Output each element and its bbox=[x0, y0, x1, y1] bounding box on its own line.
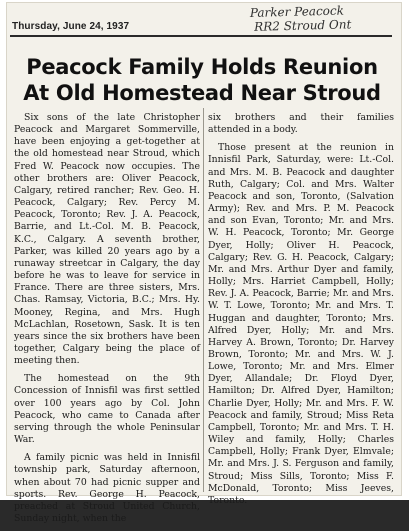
handwritten-note-line-2: RR2 Stroud Ont bbox=[254, 17, 352, 34]
article-paragraph: Six sons of the late Christopher Peacock and Margaret Sommerville, have been enjoying a get-together at the old homestead near Stroud, which Fred W. Peacock now occupies. The other brothers are: Oliver Peacock, Calgary, retired rancher; Rev. Geo. H. Peacock, Calgary; Rev. Percy M. Peacock, Toronto; Rev. J. A. Peacock, Barrie, and Lt.-Col. M. B. Peacock, K.C., Calgary. A seventh brother, Parker, was killed 20 years ago by a runaway streetcar in Calgary, the day before he was to leave for service in France. There are three sisters, Mrs. Chas. Ramsay, Victoria, B.C.; Mrs. Hy. Mooney, Regina, and Mrs. Hugh McLachlan, Rosetown, Sask. It is ten years since the six brothers have been together, Calgary being the place of meeting then. bbox=[14, 112, 200, 367]
headline-line-2: At Old Homestead Near Stroud bbox=[23, 81, 381, 105]
dateline: Thursday, June 24, 1937 bbox=[12, 21, 130, 32]
handwritten-note bbox=[250, 2, 401, 34]
header-rule bbox=[10, 35, 392, 37]
article-paragraph: six brothers and their families attended in a body. bbox=[208, 112, 394, 136]
article-column-left bbox=[14, 112, 200, 531]
article-paragraph: A family picnic was held in Innisfil township park, Saturday afternoon, when about 70 had picnic supper and sports. Rev. George H. Peacock, preached at Stroud United Church, Sunday night, when the bbox=[14, 452, 200, 524]
handwritten-note-line-1: Parker Peacock bbox=[249, 3, 345, 20]
headline-line-1: Peacock Family Holds Reunion bbox=[26, 55, 378, 79]
article-paragraph: Those present at the reunion in Innisfil Park, Saturday, were: Lt.-Col. and Mrs. M. B. Peacock and daughter Ruth, Calgary; Col. and Mrs. Walter Peacock and son, Toronto, (Salvation Army); Rev. and Mrs. P. M. Peacock and son Evan, Toronto; Mr. and Mrs. W. H. Peacock, Toronto; Mr. George Dyer, Holly; Oliver H. Peacock, Calgary; Rev. G. H. Peacock, Calgary; Mr. and Mrs. Arthur Dyer and family, Holly; Mrs. Harriet Campbell, Holly; Rev. J. A. Peacock, Barrie; Mr. and Mrs. W. T. Lowe, Toronto; Mr. and Mrs. T. Huggan and daughter, Toronto; Mrs. Alfred Dyer, Holly; Mr. and Mrs. Harvey A. Brown, Toronto; Dr. Harvey Brown, Toronto; Mr. and Mrs. W. J. Lowe, Toronto; Mr. and Mrs. Elmer Dyer, Allandale; Dr. Floyd Dyer, Hamilton; Dr. Alfred Dyer, Hamilton; Charlie Dyer, Holly; Mr. and Mrs. F. W. Peacock and family, Stroud; Miss Reta Campbell, Toronto; Mr. and Mrs. T. H. Wiley and family, Holly; Charles Campbell, Holly; Frank Dyer, Elmvale; Mr. and Mrs. J. S. Ferguson and family, Stroud; Miss Sills, Toronto; Miss F. McDonald, Toronto; Miss Jeeves, Toronto. bbox=[208, 142, 394, 506]
article-column-right bbox=[208, 112, 394, 513]
column-divider bbox=[203, 108, 204, 492]
headline bbox=[10, 54, 394, 106]
article-paragraph: The homestead on the 9th Concession of Innisfil was first settled over 100 years ago by Col. John Peacock, who came to Canada after serving through the whole Peninsular War. bbox=[14, 373, 200, 446]
